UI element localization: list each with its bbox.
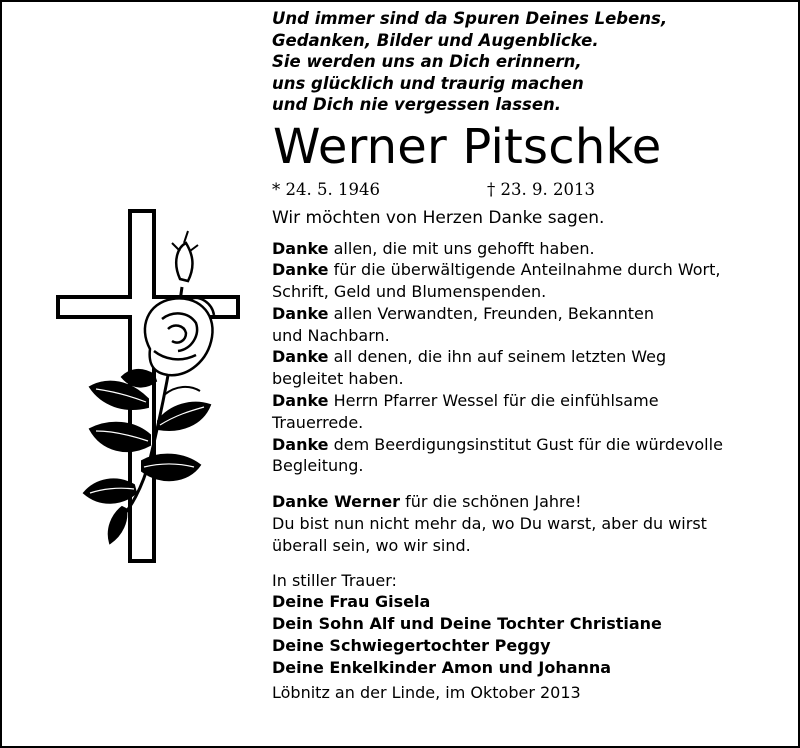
poem-line: uns glücklich und traurig machen (272, 73, 584, 93)
thanks-item: Danke Herrn Pfarrer Wessel für die einfühlsame Trauerrede. (272, 391, 659, 432)
birth-date: * 24. 5. 1946 (272, 179, 380, 199)
thanks-item: Danke all denen, die ihn auf seinem letzten Weg begleitet haben. (272, 347, 667, 389)
life-dates (272, 179, 794, 201)
poem-line: Und immer sind da Spuren Deines Lebens, (272, 9, 668, 28)
thanks-item: Danke für die überwältigende Anteilnahme durch Wort, Schrift, Geld und Blumenspenden. (272, 260, 721, 302)
mourner: Deine Schwiegertochter Peggy (272, 636, 551, 656)
cross-with-rose-icon (50, 199, 240, 571)
mourners-list (272, 591, 794, 679)
farewell-message: Danke Werner für die schönen Jahre! Du bist nun nicht mehr da, wo Du warst, aber du wirst überall sein, wo wir sind. (272, 492, 707, 555)
mourner: Deine Enkelkinder Amon und Johanna (272, 658, 612, 678)
thanks-item: Danke allen, die mit uns gehofft haben. (272, 238, 595, 258)
poem-line: Gedanken, Bilder und Augenblicke. (272, 30, 599, 50)
thanks-intro: Wir möchten von Herzen Danke sagen. (272, 207, 605, 228)
thanks-list (272, 238, 794, 478)
death-date: † 23. 9. 2013 (487, 179, 595, 199)
thanks-item: Danke dem Beerdigungsinstitut Gust für die würdevolle Begleitung. (272, 434, 723, 476)
mourner: Deine Frau Gisela (272, 592, 431, 612)
deceased-name: Werner Pitschke (273, 118, 662, 175)
memorial-poem (272, 8, 794, 116)
obituary-text (272, 8, 794, 704)
mourning-label: In stiller Trauer: (272, 570, 397, 590)
poem-line: und Dich nie vergessen lassen. (272, 95, 562, 114)
poem-line: Sie werden uns an Dich erinnern, (272, 52, 582, 71)
thanks-item: Danke allen Verwandten, Freunden, Bekannten und Nachbarn. (272, 303, 654, 345)
mourner: Dein Sohn Alf und Deine Tochter Christiane (272, 614, 662, 634)
place-date: Löbnitz an der Linde, im Oktober 2013 (272, 683, 581, 703)
